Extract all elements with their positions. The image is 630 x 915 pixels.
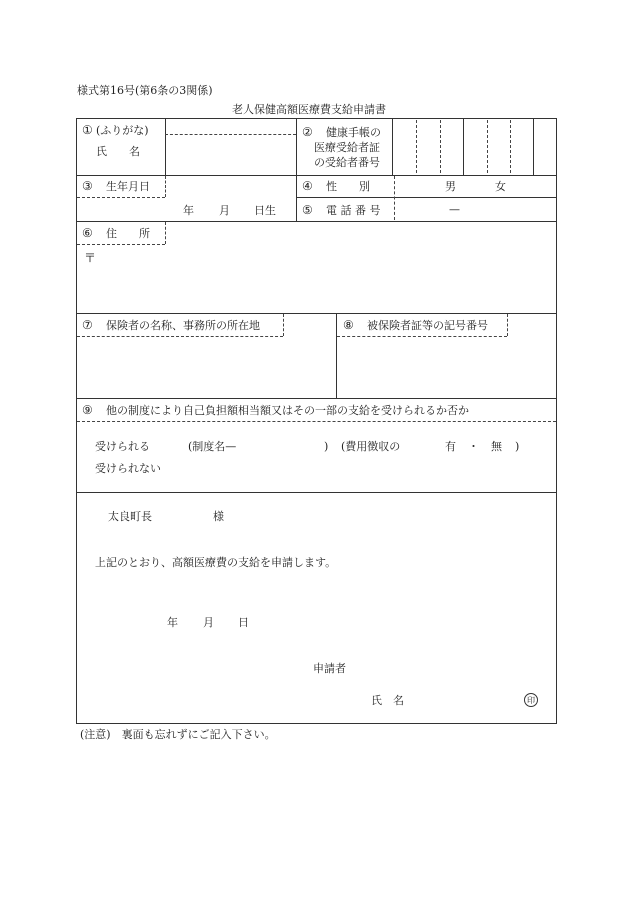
seal-mark: 印 bbox=[524, 693, 538, 707]
furigana-input[interactable] bbox=[166, 119, 295, 134]
applicant-name-label: 氏 名 bbox=[371, 694, 404, 707]
notebook-field-number: ② bbox=[302, 125, 313, 139]
birth-field-number: ③ bbox=[82, 179, 93, 193]
insurer-input[interactable] bbox=[78, 338, 334, 396]
note-text: (注意) 裏面も忘れずにご記入下さい。 bbox=[80, 728, 276, 741]
insured-number-input[interactable] bbox=[338, 338, 555, 396]
insured-label: 被保険者証等の記号番号 bbox=[367, 319, 488, 332]
sex-female-option[interactable]: 女 bbox=[495, 180, 506, 193]
applicant-name-input[interactable] bbox=[415, 690, 515, 710]
name-furigana-label: (ふりがな) bbox=[96, 124, 149, 137]
birth-day-unit: 日生 bbox=[254, 204, 276, 217]
address-label: 住 所 bbox=[106, 227, 150, 240]
fee-collection-close: ) bbox=[515, 440, 520, 453]
addressee-honorific: 様 bbox=[213, 510, 224, 523]
fee-yes-option[interactable]: 有 bbox=[445, 440, 456, 453]
phone-dash: — bbox=[449, 203, 460, 216]
birth-label: 生年月日 bbox=[106, 180, 150, 193]
notebook-label-line1: 健康手帳の bbox=[326, 126, 381, 139]
addressee-mayor: 太良町長 bbox=[108, 510, 152, 523]
fee-collection-open: (費用徴収の bbox=[341, 440, 401, 453]
date-month-unit: 月 bbox=[203, 616, 214, 629]
phone-label: 電 話 番 号 bbox=[326, 204, 381, 217]
date-day-unit: 日 bbox=[238, 616, 249, 629]
cannot-receive-option[interactable]: 受けられない bbox=[95, 462, 161, 475]
sex-label: 性 別 bbox=[326, 180, 370, 193]
system-name-input[interactable] bbox=[245, 437, 323, 454]
other-system-field-number: ⑨ bbox=[82, 403, 93, 417]
sex-male-option[interactable]: 男 bbox=[445, 180, 456, 193]
postal-mark: 〒 bbox=[84, 251, 97, 265]
notebook-label-line3: の受給者番号 bbox=[314, 156, 380, 169]
birth-month-unit: 月 bbox=[219, 204, 230, 217]
name-label: 氏 名 bbox=[96, 145, 140, 158]
other-system-label: 他の制度により自己負担額相当額又はその一部の支給を受けられるか否か bbox=[106, 404, 469, 417]
notebook-label-line2: 医療受給者証 bbox=[314, 141, 380, 154]
applicant-label: 申請者 bbox=[313, 662, 346, 675]
name-input[interactable] bbox=[166, 135, 295, 174]
date-year-unit: 年 bbox=[167, 616, 178, 629]
can-receive-option[interactable]: 受けられる bbox=[95, 440, 150, 453]
form-number: 様式第16号(第6条の3関係) bbox=[77, 84, 213, 97]
system-name-open: (制度名— bbox=[188, 440, 237, 453]
insured-field-number: ⑧ bbox=[343, 318, 354, 332]
recipient-number-input[interactable] bbox=[393, 119, 556, 174]
fee-separator-dot: ・ bbox=[468, 440, 479, 453]
phone-input[interactable] bbox=[395, 198, 556, 220]
fee-no-option[interactable]: 無 bbox=[491, 440, 502, 453]
insurer-label: 保険者の名称、事務所の所在地 bbox=[106, 319, 260, 332]
address-field-number: ⑥ bbox=[82, 226, 93, 240]
application-date-input[interactable] bbox=[120, 612, 255, 632]
request-statement: 上記のとおり、高額医療費の支給を申請します。 bbox=[95, 556, 337, 569]
phone-field-number: ⑤ bbox=[302, 203, 313, 217]
insurer-field-number: ⑦ bbox=[82, 318, 93, 332]
birthdate-input[interactable] bbox=[166, 176, 295, 220]
birth-year-unit: 年 bbox=[183, 204, 194, 217]
system-name-close: ) bbox=[324, 440, 329, 453]
sex-field-number: ④ bbox=[302, 179, 313, 193]
name-field-number: ① bbox=[82, 123, 93, 137]
form-title: 老人保健高額医療費支給申請書 bbox=[232, 103, 386, 116]
address-input[interactable] bbox=[96, 246, 551, 308]
